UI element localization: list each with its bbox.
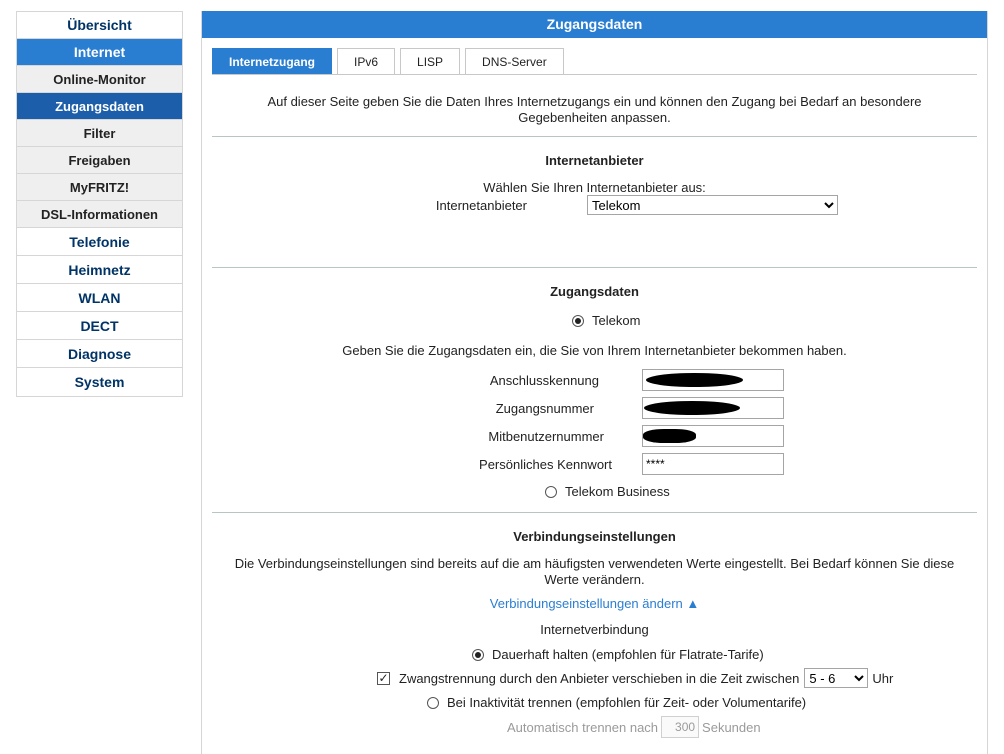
sidebar-item-internet[interactable]: Internet (17, 39, 182, 66)
divider (212, 136, 977, 137)
provider-prompt: Wählen Sie Ihren Internetanbieter aus: (483, 180, 706, 195)
inactivity-radio-label: Bei Inaktivität trennen (empfohlen für Zeit- oder Volumentarife) (447, 695, 807, 710)
forced-disconnect-label: Zwangstrennung durch den Anbieter verschieben in die Zeit zwischen (399, 670, 800, 686)
time-unit-label: Uhr (872, 670, 894, 686)
tab-lisp[interactable]: LISP (400, 48, 460, 74)
tab-divider (212, 74, 977, 75)
sidebar-item-zugangsdaten[interactable]: Zugangsdaten (17, 93, 182, 120)
kennwort-label: Persönliches Kennwort (479, 456, 612, 472)
field-row (202, 369, 989, 391)
intro-text: Auf dieser Seite geben Sie die Daten Ihres Internetzugangs ein und können den Zugang bei Bedarf an besondere Gegebenheiten anpassen. (267, 94, 922, 125)
permanent-radio[interactable] (472, 649, 484, 661)
permanent-radio-label: Dauerhaft halten (empfohlen für Flatrate-Tarife) (492, 647, 764, 662)
sidebar-item-dect[interactable]: DECT (17, 312, 182, 340)
telekom-radio-row[interactable] (572, 313, 640, 328)
tab-internetzugang[interactable]: Internetzugang (212, 48, 332, 74)
provider-label: Internetanbieter (435, 197, 527, 213)
telekom-business-radio[interactable] (545, 486, 557, 498)
permanent-radio-row[interactable] (472, 647, 764, 662)
connection-description: Die Verbindungseinstellungen sind bereits auf die am häufigsten verwendeten Werte eingestellt. Bei Bedarf können Sie diese Werte verändern. (234, 556, 955, 587)
tab-ipv6[interactable]: IPv6 (337, 48, 395, 74)
internet-connection-label: Internetverbindung (540, 622, 649, 637)
sidebar-item-dsl-informationen[interactable]: DSL-Informationen (17, 201, 182, 228)
field-row (202, 425, 989, 447)
sidebar-item-uebersicht[interactable]: Übersicht (17, 12, 182, 39)
auto-disconnect-label: Automatisch trennen nach (507, 719, 659, 735)
access-hint: Geben Sie die Zugangsdaten ein, die Sie von Ihrem Internetanbieter bekommen haben. (342, 343, 847, 358)
divider (212, 512, 977, 513)
provider-select[interactable] (587, 195, 838, 215)
sidebar-item-telefonie[interactable]: Telefonie (17, 228, 182, 256)
inactivity-radio-row[interactable] (427, 695, 806, 710)
mitbenutzernummer-label: Mitbenutzernummer (488, 428, 604, 444)
connection-section-title: Verbindungseinstellungen (513, 529, 676, 544)
tab-dns-server[interactable]: DNS-Server (465, 48, 564, 74)
kennwort-field[interactable] (642, 453, 784, 475)
time-range-select[interactable] (804, 668, 868, 688)
field-row (202, 453, 989, 475)
field-row (202, 397, 989, 419)
sidebar-item-wlan[interactable]: WLAN (17, 284, 182, 312)
auto-disconnect-unit: Sekunden (702, 719, 761, 735)
sidebar-item-freigaben[interactable]: Freigaben (17, 147, 182, 174)
telekom-business-label: Telekom Business (565, 484, 670, 499)
auto-disconnect-row (507, 716, 761, 738)
redaction-mark (643, 429, 696, 443)
telekom-radio-label: Telekom (592, 313, 641, 328)
auto-disconnect-field[interactable] (661, 716, 699, 738)
business-radio-row[interactable] (545, 484, 670, 499)
sidebar-item-myfritz[interactable]: MyFRITZ! (17, 174, 182, 201)
forced-disconnect-row (377, 667, 893, 689)
zugangsnummer-label: Zugangsnummer (495, 400, 594, 416)
connection-toggle-link[interactable]: Verbindungseinstellungen ändern ▲ (489, 596, 700, 611)
sidebar-item-heimnetz[interactable]: Heimnetz (17, 256, 182, 284)
divider (212, 267, 977, 268)
sidebar-item-online-monitor[interactable]: Online-Monitor (17, 66, 182, 93)
sidebar (16, 11, 183, 397)
forced-disconnect-checkbox[interactable]: ✓ (378, 670, 389, 685)
telekom-radio[interactable] (572, 315, 584, 327)
tab-bar (212, 48, 564, 74)
provider-section-title: Internetanbieter (545, 153, 644, 168)
sidebar-item-diagnose[interactable]: Diagnose (17, 340, 182, 368)
inactivity-radio[interactable] (427, 697, 439, 709)
sidebar-item-filter[interactable]: Filter (17, 120, 182, 147)
sidebar-item-system[interactable]: System (17, 368, 182, 396)
anschlusskennung-label: Anschlusskennung (489, 372, 599, 388)
redaction-mark (646, 373, 743, 387)
main-panel (201, 11, 988, 754)
redaction-mark (644, 401, 740, 415)
access-section-title: Zugangsdaten (550, 284, 639, 299)
page-title: Zugangsdaten (202, 11, 987, 38)
